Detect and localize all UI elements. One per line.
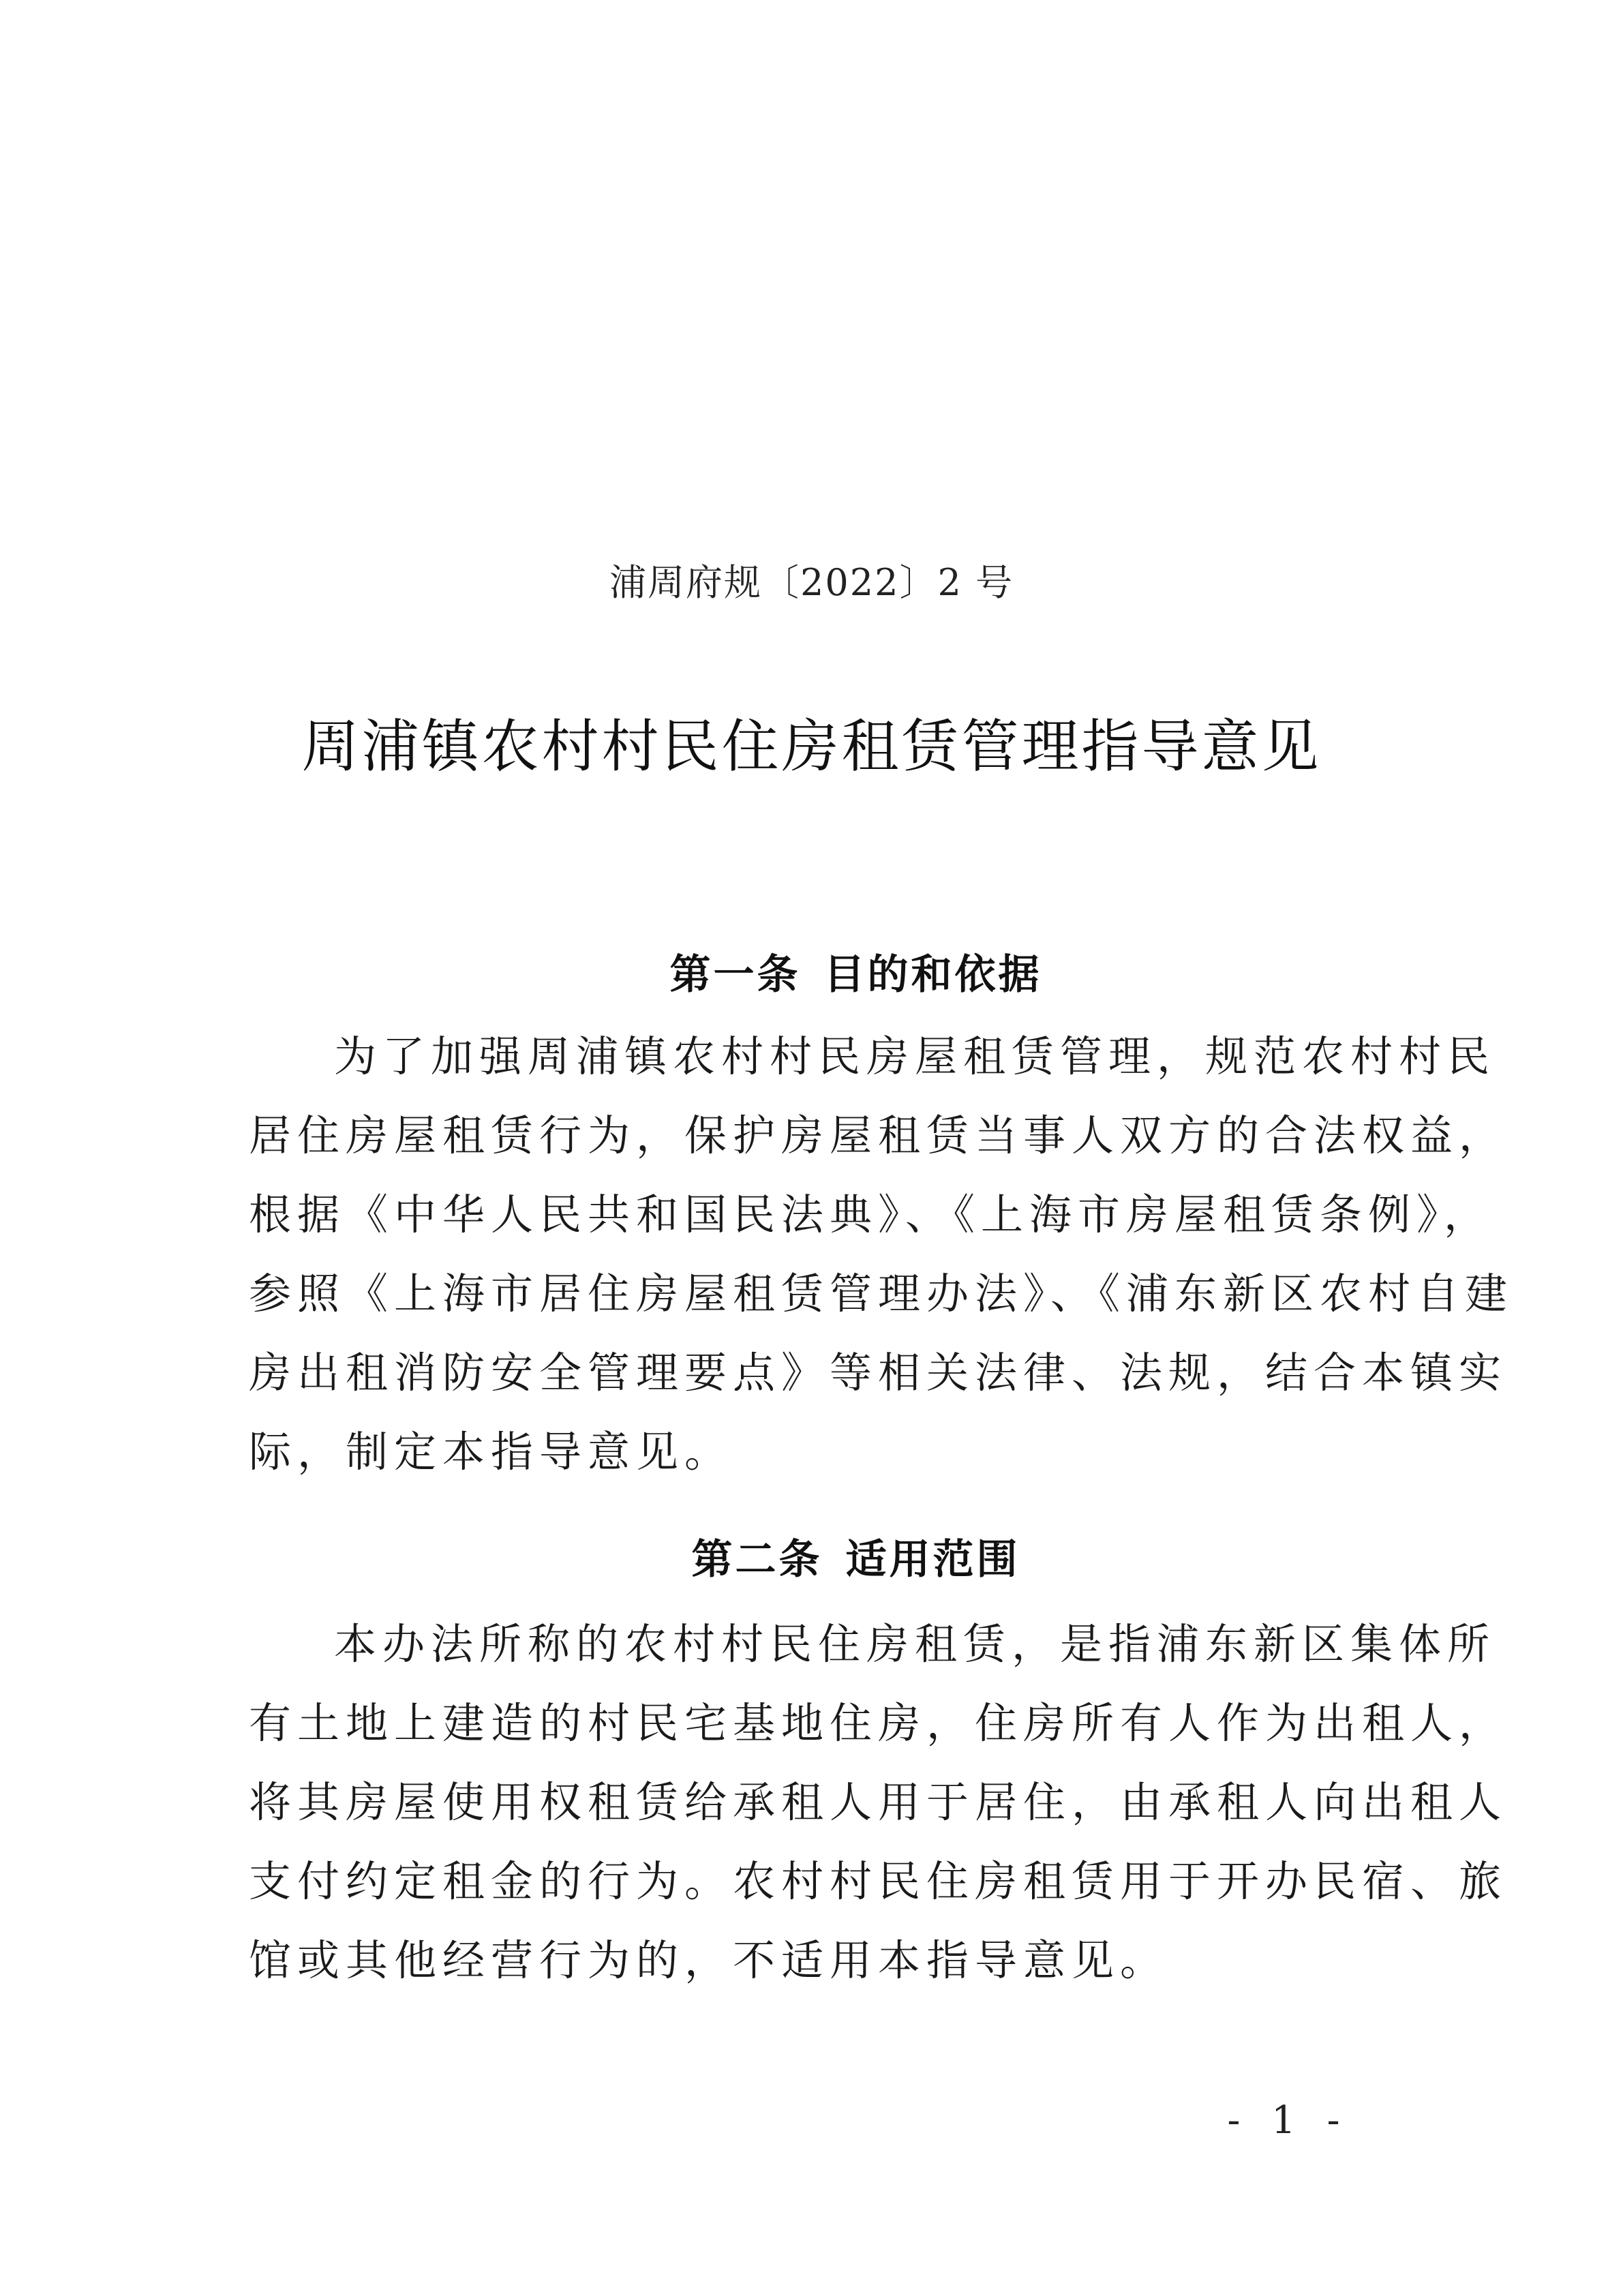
- article-1-heading: [0, 942, 1623, 1001]
- article-1-line-5: 房出租消防安全管理要点》等相关法律、法规，结合本镇实: [249, 1348, 1508, 1398]
- article-2-title: 适用范围: [845, 1536, 1020, 1584]
- document-number: 浦周府规〔2022〕2 号: [609, 561, 1014, 604]
- page-number: - 1 -: [1227, 2098, 1350, 2143]
- article-1-line-6: 际，制定本指导意见。: [249, 1427, 733, 1477]
- article-1-line-4: 参照《上海市居住房屋租赁管理办法》、《浦东新区农村自建: [249, 1269, 1514, 1318]
- article-1-number: 第一条: [669, 951, 801, 999]
- article-2-number: 第二条: [691, 1536, 823, 1584]
- article-2-line-5: 馆或其他经营行为的，不适用本指导意见。: [249, 1935, 1169, 1985]
- article-2-heading: [0, 1527, 1623, 1586]
- article-2-line-4: 支付约定租金的行为。农村村民住房租赁用于开办民宿、旅: [249, 1856, 1508, 1906]
- article-1-line-2: 居住房屋租赁行为，保护房屋租赁当事人双方的合法权益，: [249, 1111, 1508, 1160]
- article-1-title: 目的和依据: [823, 951, 1042, 999]
- article-1-line-3: 根据《中华人民共和国民法典》、《上海市房屋租赁条例》，: [249, 1190, 1493, 1239]
- document-title: 周浦镇农村村民住房租赁管理指导意见: [301, 713, 1322, 780]
- article-2-line-2: 有土地上建造的村民宅基地住房，住房所有人作为出租人，: [249, 1698, 1508, 1748]
- article-2-line-3: 将其房屋使用权租赁给承租人用于居住，由承租人向出租人: [249, 1777, 1508, 1827]
- article-1-line-1: 为了加强周浦镇农村村民房屋租赁管理，规范农村村民: [334, 1031, 1496, 1081]
- article-2-line-1: 本办法所称的农村村民住房租赁，是指浦东新区集体所: [334, 1619, 1496, 1669]
